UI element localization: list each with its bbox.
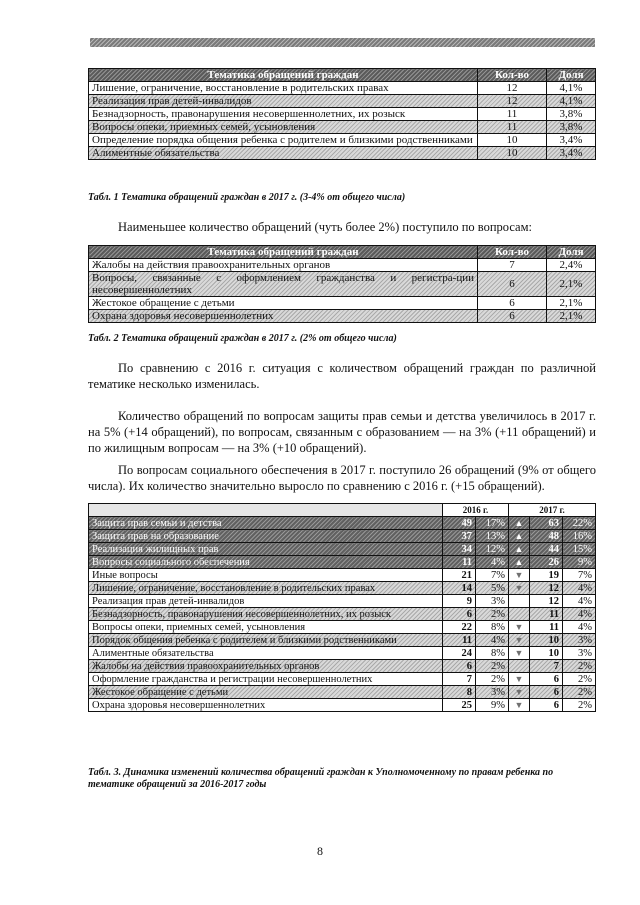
year-header-blank [89,504,443,517]
dynamics-table [88,503,596,712]
count-2017-cell: 19 [530,569,563,582]
topic-cell: Защита прав семьи и детства [89,517,443,530]
share-2016-cell: 3% [476,686,509,699]
paragraph-increase: Количество обращений по вопросам защиты прав семьи и детства увеличилось в 2017 г. на 5% (+14 обращений), по вопросам, связанным с образованием — на 3% (+11 обращений) и по жилищным вопросам — на 3% (+10 обращений). [88,409,596,455]
table-row [89,556,596,569]
share-2016-cell: 2% [476,673,509,686]
table-row [89,517,596,530]
table-row [89,647,596,660]
table-row [89,660,596,673]
table1-caption: Табл. 1 Тематика обращений граждан в 2017 г. (3-4% от общего числа) [88,192,406,203]
topics-table-1 [88,68,596,160]
count-2016-cell: 14 [443,582,476,595]
topic-cell: Порядок общения ребенка с родителем и близкими родственниками [89,634,443,647]
table-row [89,121,596,134]
share-2017-cell: 16% [563,530,596,543]
paragraph-social: По вопросам социального обеспечения в 2017 г. поступило 26 обращений (9% от общего числа). Их количество значительно выросло по сравнению с 2016 г. (+15 обращений). [88,463,596,493]
share-2016-cell: 3% [476,595,509,608]
topic-cell: Вопросы, связанные с оформлением гражданства и регистра-ции несовершеннолетних [89,272,478,297]
count-cell: 6 [478,297,547,310]
arrow-up-icon: ▲ [509,517,530,530]
table-row [89,608,596,621]
topics-table-2 [88,245,596,323]
share-2017-cell: 4% [563,621,596,634]
share-2016-cell: 5% [476,582,509,595]
topic-cell: Безнадзорность, правонарушения несовершеннолетних, их розыск [89,608,443,621]
arrow-up-icon: ▲ [509,530,530,543]
share-2016-cell: 2% [476,608,509,621]
table-row [89,297,596,310]
count-cell: 10 [478,147,547,160]
table2-caption: Табл. 2 Тематика обращений граждан в 2017 г. (2% от общего числа) [88,333,397,344]
topic-cell: Определение порядка общения ребенка с родителем и близкими родственниками [89,134,478,147]
table-row [89,582,596,595]
topic-cell: Реализация прав детей-инвалидов [89,95,478,108]
topic-cell: Алиментные обязательства [89,647,443,660]
share-2016-cell: 4% [476,634,509,647]
topic-cell: Реализация жилищных прав [89,543,443,556]
share-cell: 3,4% [547,147,596,160]
topic-cell: Охрана здоровья несовершеннолетних [89,310,478,323]
table-row [89,259,596,272]
share-2017-cell: 4% [563,595,596,608]
header-decorative-bar [90,38,595,47]
table-row [89,634,596,647]
share-2017-cell: 4% [563,608,596,621]
year-2017-header: 2017 г. [509,504,596,517]
share-2016-cell: 13% [476,530,509,543]
arrow-down-icon: ▼ [509,621,530,634]
share-2017-cell: 3% [563,634,596,647]
topic-cell: Оформление гражданства и регистрации несовершеннолетних [89,673,443,686]
share-cell: 3,4% [547,134,596,147]
table-row [89,108,596,121]
count-cell: 6 [478,272,547,297]
count-2017-cell: 26 [530,556,563,569]
topic-cell: Алиментные обязательства [89,147,478,160]
topic-cell: Безнадзорность, правонарушения несовершеннолетних, их розыск [89,108,478,121]
count-2017-cell: 6 [530,699,563,712]
count-2016-cell: 25 [443,699,476,712]
count-2017-cell: 10 [530,647,563,660]
share-2017-cell: 15% [563,543,596,556]
count-2017-cell: 6 [530,686,563,699]
count-cell: 7 [478,259,547,272]
table-row [89,699,596,712]
count-cell: 11 [478,108,547,121]
arrow-blank [509,608,530,621]
year-2016-header: 2016 г. [443,504,509,517]
share-cell: 2,1% [547,272,596,297]
share-2016-cell: 17% [476,517,509,530]
arrow-blank [509,595,530,608]
topic-cell: Жестокое обращение с детьми [89,297,478,310]
table-header-row [89,246,596,259]
year-header-row [89,504,596,517]
count-cell: 11 [478,121,547,134]
count-2017-cell: 11 [530,621,563,634]
count-2016-cell: 8 [443,686,476,699]
header-share: Доля [547,69,596,82]
share-cell: 2,1% [547,310,596,323]
arrow-down-icon: ▼ [509,569,530,582]
table3-body [89,517,596,712]
arrow-blank [509,660,530,673]
count-2017-cell: 6 [530,673,563,686]
share-2017-cell: 4% [563,582,596,595]
topic-cell: Лишение, ограничение, восстановление в родительских правах [89,82,478,95]
arrow-down-icon: ▼ [509,673,530,686]
count-cell: 10 [478,134,547,147]
share-2016-cell: 9% [476,699,509,712]
count-2017-cell: 63 [530,517,563,530]
arrow-up-icon: ▲ [509,556,530,569]
paragraph-comparison: По сравнению с 2016 г. ситуация с количеством обращений граждан по различной тематике несколько изменилась. [88,361,596,391]
count-2016-cell: 11 [443,634,476,647]
table-row [89,310,596,323]
count-cell: 12 [478,82,547,95]
table-row [89,595,596,608]
topic-cell: Вопросы социального обеспечения [89,556,443,569]
table1-body [89,82,596,160]
count-2016-cell: 11 [443,556,476,569]
topic-cell: Реализация прав детей-инвалидов [89,595,443,608]
count-2016-cell: 24 [443,647,476,660]
count-cell: 6 [478,310,547,323]
topic-cell: Жестокое обращение с детьми [89,686,443,699]
page-number: 8 [317,844,323,858]
count-2016-cell: 21 [443,569,476,582]
count-2017-cell: 12 [530,595,563,608]
table2-body [89,259,596,323]
share-2017-cell: 22% [563,517,596,530]
table-header-row [89,69,596,82]
table-row [89,272,596,297]
count-2016-cell: 6 [443,608,476,621]
share-2017-cell: 2% [563,699,596,712]
table-row [89,82,596,95]
share-2016-cell: 4% [476,556,509,569]
header-topic: Тематика обращений граждан [89,69,478,82]
arrow-down-icon: ▼ [509,634,530,647]
share-2016-cell: 7% [476,569,509,582]
table-row [89,147,596,160]
share-2016-cell: 8% [476,647,509,660]
count-2016-cell: 22 [443,621,476,634]
arrow-down-icon: ▼ [509,699,530,712]
topic-cell: Лишение, ограничение, восстановление в родительских правах [89,582,443,595]
count-2017-cell: 12 [530,582,563,595]
paragraph-least-topics: Наименьшее количество обращений (чуть более 2%) поступило по вопросам: [118,220,532,234]
share-cell: 2,4% [547,259,596,272]
share-2017-cell: 7% [563,569,596,582]
topic-cell: Жалобы на действия правоохранительных органов [89,259,478,272]
topic-cell: Иные вопросы [89,569,443,582]
header-count: Кол-во [478,246,547,259]
count-cell: 12 [478,95,547,108]
table-row [89,569,596,582]
table-row [89,530,596,543]
share-cell: 3,8% [547,121,596,134]
count-2017-cell: 10 [530,634,563,647]
share-cell: 2,1% [547,297,596,310]
share-2017-cell: 2% [563,686,596,699]
count-2016-cell: 9 [443,595,476,608]
topic-cell: Охрана здоровья несовершеннолетних [89,699,443,712]
topic-cell: Жалобы на действия правоохранительных органов [89,660,443,673]
table-row [89,95,596,108]
count-2016-cell: 34 [443,543,476,556]
share-cell: 4,1% [547,82,596,95]
topic-cell: Вопросы опеки, приемных семей, усыновления [89,121,478,134]
count-2016-cell: 7 [443,673,476,686]
table3-caption: Табл. 3. Динамика изменений количества обращений граждан к Уполномоченному по правам ребенка по тематике обращений за 2016-2017 годы [88,767,554,790]
header-count: Кол-во [478,69,547,82]
table-row [89,621,596,634]
topic-cell: Защита прав на образование [89,530,443,543]
share-2017-cell: 2% [563,660,596,673]
arrow-down-icon: ▼ [509,647,530,660]
arrow-down-icon: ▼ [509,686,530,699]
share-2017-cell: 3% [563,647,596,660]
count-2017-cell: 48 [530,530,563,543]
share-2017-cell: 2% [563,673,596,686]
arrow-up-icon: ▲ [509,543,530,556]
count-2017-cell: 11 [530,608,563,621]
count-2016-cell: 37 [443,530,476,543]
share-2016-cell: 12% [476,543,509,556]
share-2016-cell: 8% [476,621,509,634]
count-2017-cell: 44 [530,543,563,556]
topic-cell: Вопросы опеки, приемных семей, усыновления [89,621,443,634]
count-2017-cell: 7 [530,660,563,673]
table-row [89,543,596,556]
header-topic: Тематика обращений граждан [89,246,478,259]
arrow-down-icon: ▼ [509,582,530,595]
header-share: Доля [547,246,596,259]
share-cell: 4,1% [547,95,596,108]
share-cell: 3,8% [547,108,596,121]
count-2016-cell: 49 [443,517,476,530]
table-row [89,673,596,686]
share-2017-cell: 9% [563,556,596,569]
table-row [89,134,596,147]
count-2016-cell: 6 [443,660,476,673]
table-row [89,686,596,699]
share-2016-cell: 2% [476,660,509,673]
